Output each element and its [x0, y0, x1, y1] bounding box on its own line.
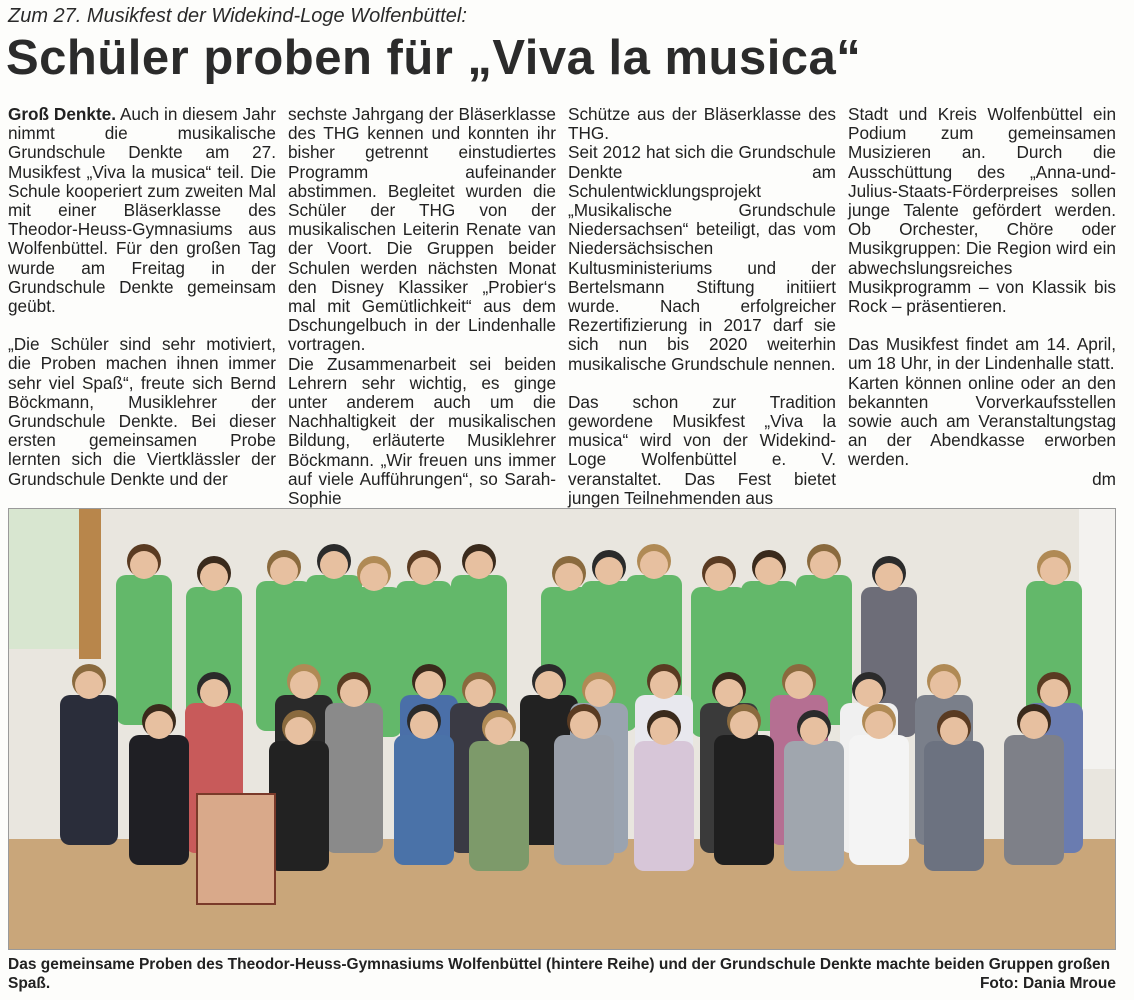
paragraph: Die Zusammenarbeit sei beiden Lehrern sehr wichtig, es ginge unter anderem auch um die Nachhaltigkeit der musikalischen Bildung, erläuterte Musiklehrer Böckmann. „Wir freuen uns immer auf viele Aufführungen“, so Sarah-Sophie	[288, 353, 556, 509]
article-headline: Schüler proben für „Viva la musica“	[6, 31, 862, 85]
photo-credit: Foto: Dania Mroue	[979, 975, 1116, 992]
dateline: Groß Denkte.	[8, 104, 117, 124]
caption-text: Das gemeinsame Proben des Theodor-Heuss-Gymnasiums Wolfenbüttel (hintere Reihe) und der Grundschule Denkte machte beiden Gruppen großen Spaß.	[8, 956, 1111, 992]
paragraph: sechste Jahrgang der Bläserklasse des THG kennen und konnten ihr bisher getrennt einstudiertes Programm aufeinander abstimmen. Begleitet wurden die Schüler der THG von der musikalischen Leiterin Renate van der Voort. Die Gruppen beider Schulen werden nächsten Monat den Disney Klassiker „Probier‘s mal mit Gemütlichkeit“ aus dem Dschungelbuch in der Lindenhalle vortragen.	[288, 104, 556, 355]
paragraph: Stadt und Kreis Wolfenbüttel ein Podium zum gemeinsamen Musizieren an. Durch die Ausschüttung des „Anna-und-Julius-Staats-Förderpreises sollen junge Talente gefördert werden. Ob Orchester, Chöre oder Musikgruppen: Die Region wird ein abwechslungsreiches Musikprogramm – von Klassik bis Rock – präsentieren.	[848, 104, 1116, 317]
cajon-drum	[197, 794, 275, 904]
paragraph: Seit 2012 hat sich die Grundschule Denkte am Schulentwicklungsprojekt „Musikalische Grundschule Niedersachsen“ beteiligt, das vom Niedersächsischen Kultusministeriums und der Bertelsmann Stiftung initiiert wurde. Nach erfolgreicher Rezertifizierung in 2017 darf sie sich nun bis 2020 weiterhin musikalische Grundschule nennen.	[568, 142, 836, 374]
article-body	[8, 104, 1118, 509]
group-photo-illustration	[9, 509, 1115, 949]
paragraph: „Die Schüler sind sehr motiviert, die Proben machen ihnen immer sehr viel Spaß“, freute sich Bernd Böckmann, Musiklehrer der Grundschule Denkte. Bei dieser ersten gemeinsamen Probe lernten sich die Viertklässler der Grundschule Denkte und der	[8, 334, 276, 489]
paragraph: Das schon zur Tradition gewordene Musikfest „Viva la musica“ wird von der Widekind-Loge Wolfenbüttel e. V. veranstaltet. Das Fest bietet jungen Teilnehmenden aus	[568, 391, 836, 508]
column-2	[288, 104, 556, 509]
paragraph: Das Musikfest findet am 14. April, um 18 Uhr, in der Lindenhalle statt.	[848, 334, 1116, 374]
paragraph: Auch in diesem Jahr nimmt die musikalische Grundschule Denkte am 27. Musikfest „Viva la musica“ teil. Die Schule kooperiert zum zweiten Mal mit einer Bläserklasse des Theodor-Heuss-Gymnasiums aus Wolfenbüttel. Für den großen Tag wurde am Freitag in der Grundschule Denkte gemeinsam geübt.	[8, 104, 276, 317]
column-3	[568, 104, 836, 508]
paragraph: Schütze aus der Bläserklasse des THG.	[568, 104, 836, 144]
paragraph: Karten können online oder an den bekannten Vorverkaufsstellen sowie auch am Veranstaltungstag an der Abendkasse erworben werden.	[848, 372, 1116, 470]
author-signature: dm	[1092, 468, 1116, 489]
column-1	[8, 105, 276, 497]
group-photo	[8, 508, 1116, 950]
article-kicker: Zum 27. Musikfest der Widekind-Loge Wolfenbüttel:	[8, 5, 467, 27]
column-4	[848, 105, 1116, 497]
photo-caption	[8, 955, 1116, 993]
